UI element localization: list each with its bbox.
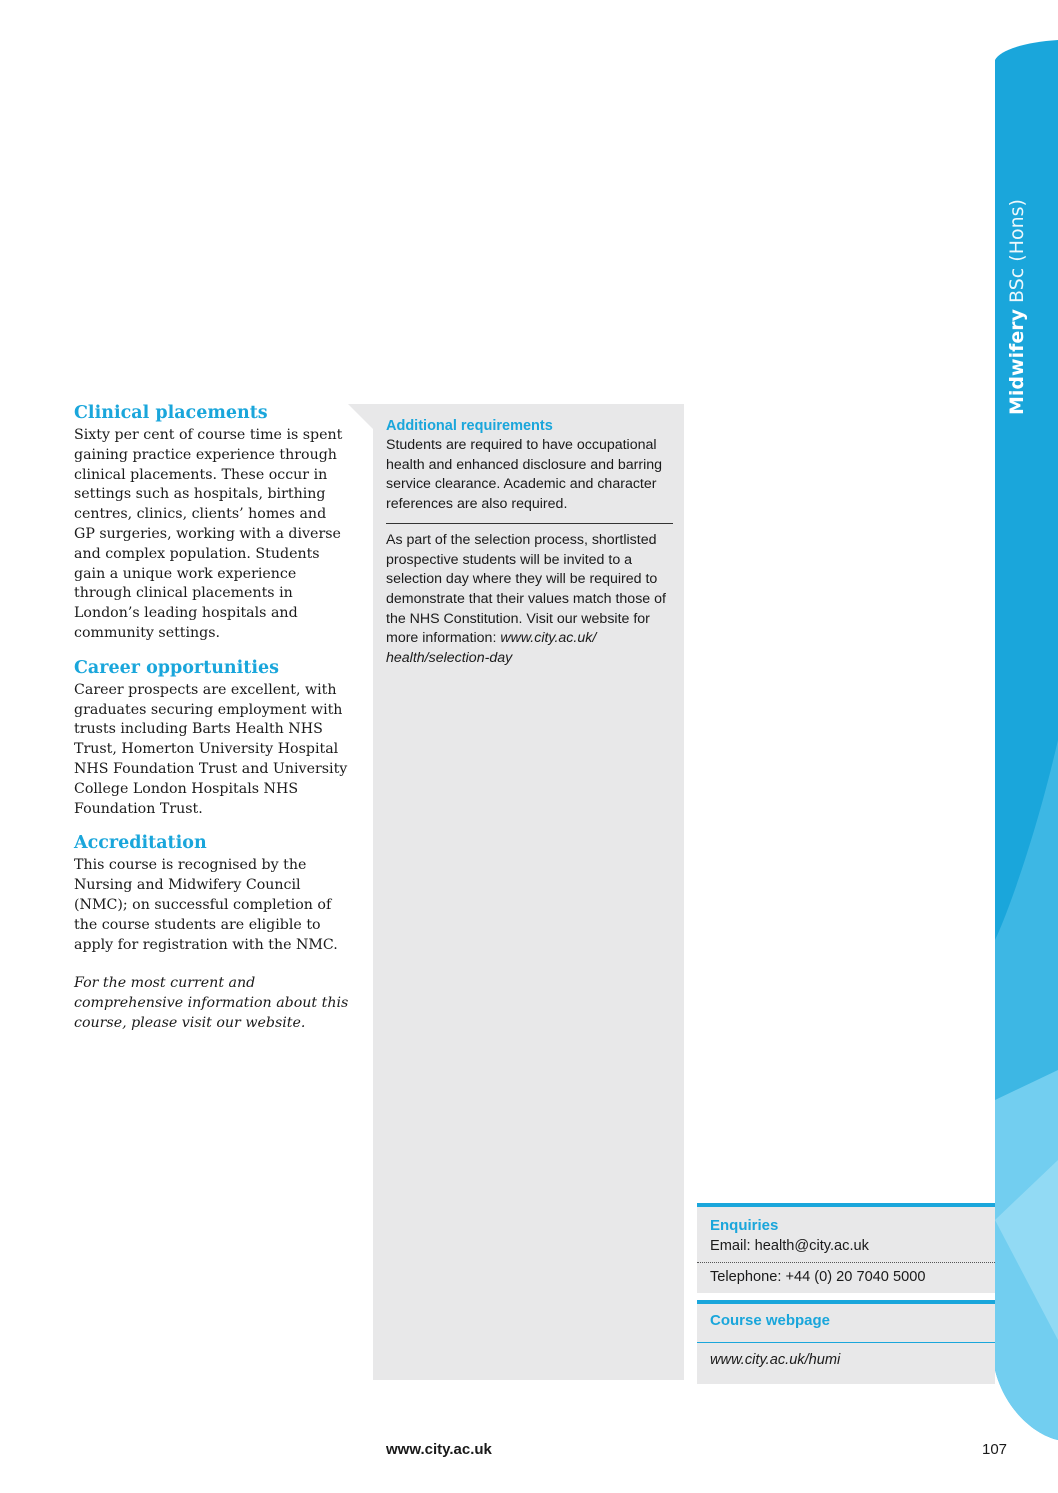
- accreditation-heading: Accreditation: [74, 833, 207, 854]
- panel-divider: [386, 523, 673, 524]
- left-column: [74, 402, 349, 1047]
- additional-requirements-heading: Additional requirements: [386, 418, 553, 434]
- enquiries-box: [697, 1203, 995, 1293]
- clinical-placements-body: Sixty per cent of course time is spent gaining practice experience through clinical placements. These occur in settings such as hospitals, birthing centres, clinics, clients’ homes and GP surgeries, working with a diverse and complex population. Students gain a unique work experience through clinical placements in London’s leading hospitals and community settings.: [74, 427, 343, 641]
- enquiries-heading: Enquiries: [710, 1217, 779, 1234]
- side-tab-title: [1006, 199, 1028, 415]
- panel-content: [386, 417, 673, 669]
- side-title-light: BSc (Hons): [1006, 199, 1028, 303]
- course-webpage-heading: Course webpage: [710, 1312, 831, 1329]
- career-opportunities-body: Career prospects are excellent, with graduates securing employment with trusts including Barts Health NHS Trust, Homerton University Hospital NHS Foundation Trust and University College London Hospitals NHS Foundation Trust.: [74, 681, 348, 817]
- selection-day-link[interactable]: www.city.ac.uk/ health/selection-day: [386, 630, 597, 667]
- panel-corner-decoration: [348, 404, 373, 429]
- enquiries-telephone: Telephone: +44 (0) 20 7040 5000: [710, 1269, 926, 1285]
- enquiries-email[interactable]: Email: health@city.ac.uk: [710, 1238, 869, 1254]
- course-webpage-divider: [697, 1342, 995, 1343]
- course-webpage-box: [697, 1300, 995, 1384]
- page-number: 107: [982, 1441, 1008, 1458]
- footer-url[interactable]: www.city.ac.uk: [386, 1441, 492, 1458]
- clinical-placements-heading: Clinical placements: [74, 403, 268, 423]
- career-opportunities-heading: Career opportunities: [74, 657, 280, 678]
- requirements-text: Students are required to have occupational health and enhanced disclosure and barring service clearance. Academic and character references are also required.: [386, 437, 663, 513]
- selection-text: As part of the selection process, shortlisted prospective students will be invited to a selection day where they will be required to demonstrate that their values match those of the NHS Constitution. Visit our website for more information:: [386, 531, 666, 647]
- accreditation-body: This course is recognised by the Nursing and Midwifery Council (NMC); on successful completion of the course students are eligible to apply for registration with the NMC.: [74, 857, 338, 953]
- enquiries-dotted-divider: [697, 1262, 995, 1263]
- course-webpage-link[interactable]: www.city.ac.uk/humi: [710, 1352, 841, 1368]
- side-title-bold: Midwifery: [1006, 309, 1028, 415]
- selection-paragraph: [386, 531, 673, 669]
- website-note: For the most current and comprehensive information about this course, please visit our website.: [74, 975, 349, 1031]
